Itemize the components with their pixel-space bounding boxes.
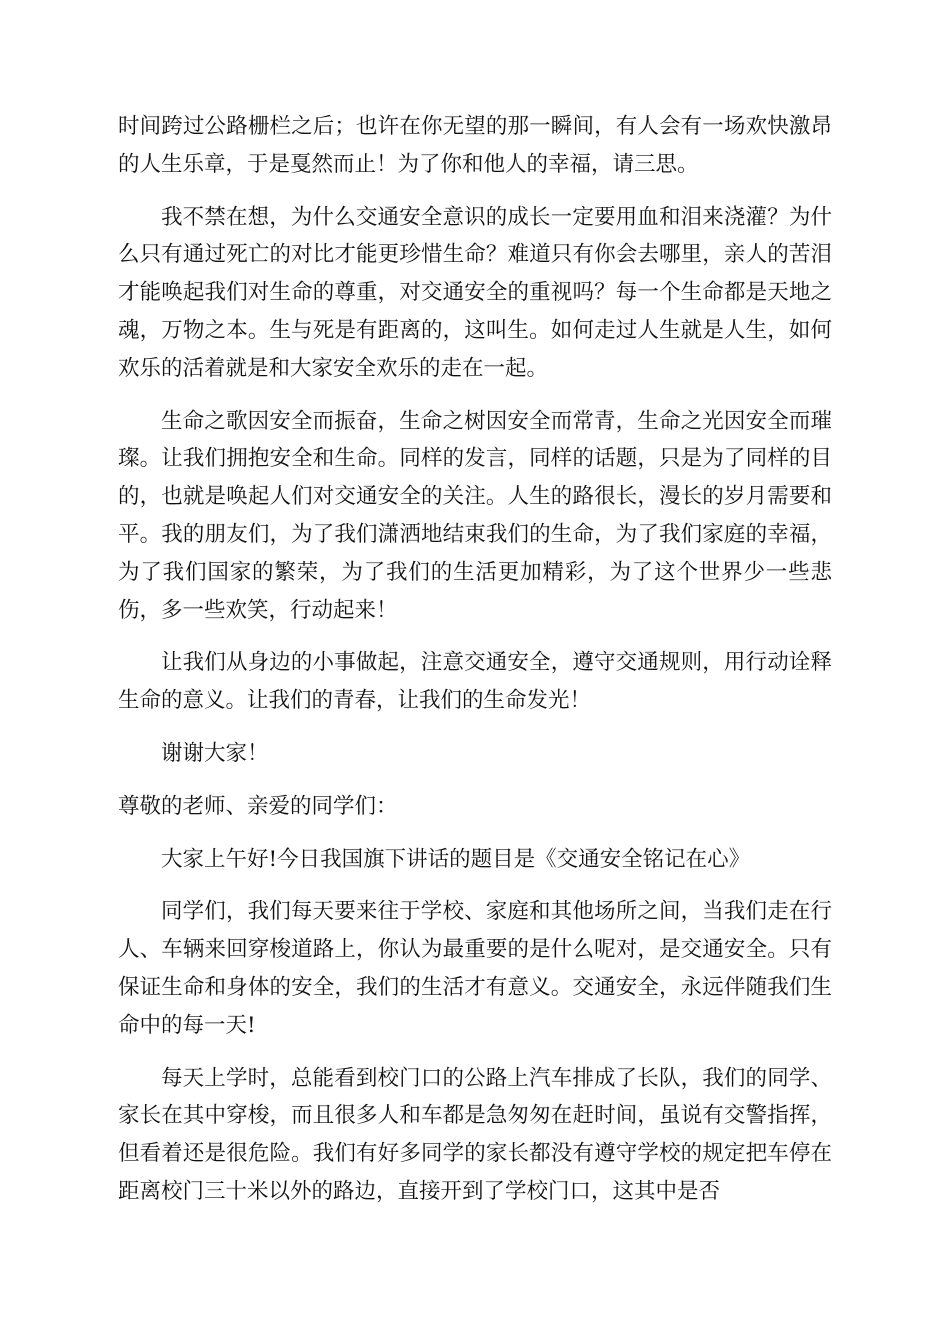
- paragraph-1: 时间跨过公路栅栏之后；也许在你无望的那一瞬间，有人会有一场欢快激昂的人生乐章，于是戛然而止！为了你和他人的幸福，请三思。: [118, 114, 832, 177]
- paragraph-2: 我不禁在想，为什么交通安全意识的成长一定要用血和泪来浇灌？为什么只有通过死亡的对比才能更珍惜生命？难道只有你会去哪里，亲人的苦泪才能唤起我们对生命的尊重，对交通安全的重视吗？每一个生命都是天地之魂，万物之本。生与死是有距离的，这叫生。如何走过人生就是人生，如何欢乐的活着就是和大家安全欢乐的走在一起。: [118, 204, 832, 381]
- paragraph-4: 让我们从身边的小事做起，注意交通安全，遵守交通规则，用行动诠释生命的意义。让我们的青春，让我们的生命发光！: [118, 650, 832, 714]
- speech-intro: 大家上午好!今日我国旗下讲话的题目是《交通安全铭记在心》: [161, 846, 751, 872]
- closing-thanks: 谢谢大家！: [161, 740, 269, 766]
- paragraph-8: 同学们，我们每天要来往于学校、家庭和其他场所之间，当我们走在行人、车辆来回穿梭道路上，你认为最重要的是什么呢对，是交通安全。只有保证生命和身体的安全，我们的生活才有意义。交通安全，永远伴随我们生命中的每一天!: [118, 899, 832, 1038]
- paragraph-3: 生命之歌因安全而振奋，生命之树因安全而常青，生命之光因安全而璀璨。让我们拥抱安全和生命。同样的发言，同样的话题，只是为了同样的目的，也就是唤起人们对交通安全的关注。人生的路很长，漫长的岁月需要和平。我的朋友们，为了我们潇洒地结束我们的生命，为了我们家庭的幸福，为了我们国家的繁荣，为了我们的生活更加精彩，为了这个世界少一些悲伤，多一些欢笑，行动起来！: [118, 408, 832, 623]
- salutation: 尊敬的老师、亲爱的同学们：: [118, 793, 398, 819]
- paragraph-9: 每天上学时，总能看到校门口的公路上汽车排成了长队，我们的同学、家长在其中穿梭，而且很多人和车都是急匆匆在赶时间，虽说有交警指挥，但看着还是很危险。我们有好多同学的家长都没有遵守学校的规定把车停在距离校门三十米以外的路边，直接开到了学校门口，这其中是否: [118, 1065, 832, 1204]
- document-page: [118, 108, 832, 1226]
